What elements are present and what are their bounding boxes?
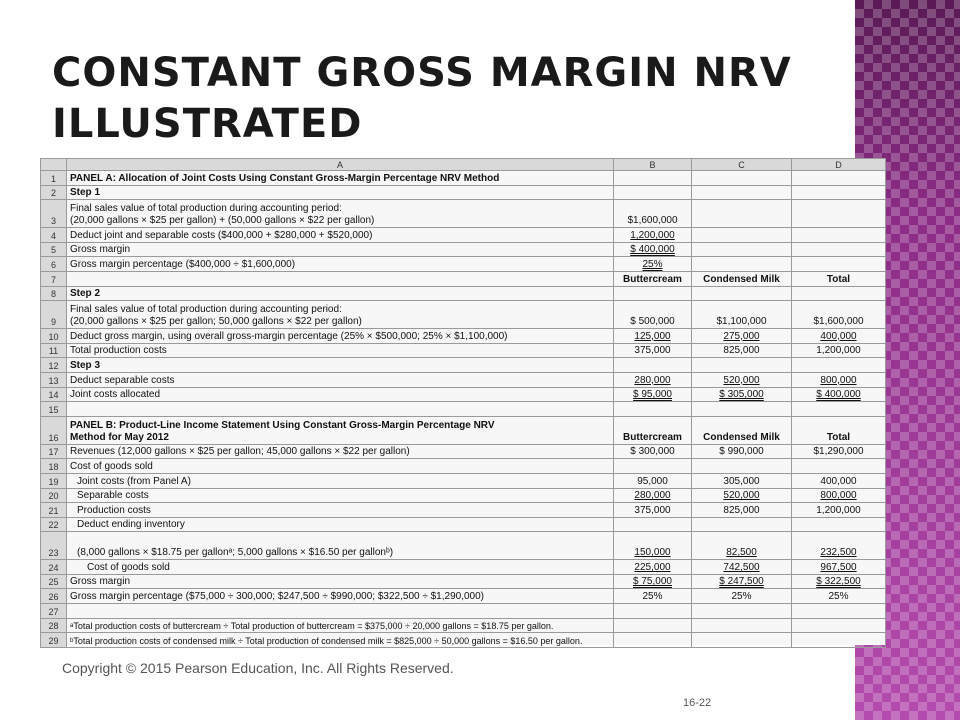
row-label: Gross margin [67,574,614,589]
value-cell-b [614,185,692,200]
table-row [41,257,886,272]
row-number: 27 [41,604,67,619]
cell-value: 1,200,000 [630,229,675,241]
cell-value: 520,000 [723,374,760,386]
row-number: 12 [41,358,67,373]
row-number: 1 [41,171,67,186]
column-header-row [41,159,886,171]
row-label-line: PANEL B: Product-Line Income Statement Using Constant Gross-Margin Percentage NRV [70,419,495,431]
cell-value: Condensed Milk [703,431,780,443]
row-number: 5 [41,242,67,257]
value-cell-c [692,200,792,228]
value-cell-d [792,532,886,560]
row-label: Step 3 [67,358,614,373]
row-number: 8 [41,286,67,301]
cell-value: 305,000 [723,475,760,487]
value-cell-c [692,517,792,532]
cell-value: 150,000 [634,547,671,559]
row-label: Production costs [67,503,614,518]
cell-value: 232,500 [820,547,857,559]
row-number: 28 [41,618,67,633]
table-row [41,343,886,358]
table-row [41,488,886,503]
cell-value: 825,000 [723,504,760,516]
value-cell-d [792,301,886,329]
row-label: Gross margin percentage ($400,000 ÷ $1,600,000) [67,257,614,272]
value-cell-c [692,503,792,518]
corner-cell [41,159,67,171]
row-number: 7 [41,271,67,286]
row-label-line: (8,000 gallons × $18.75 per gallonᵃ; 5,000 gallons × $16.50 per gallonᵇ) [77,547,394,559]
row-label-line: (20,000 gallons × $25 per gallon; 50,000 gallons × $22 per gallon) [70,316,362,328]
value-cell-c [692,459,792,474]
value-cell-d [792,228,886,243]
table-row [41,416,886,444]
cell-value: 95,000 [637,475,668,487]
value-cell-d [792,604,886,619]
value-cell-c [692,574,792,589]
cell-value: $ 500,000 [630,316,675,328]
value-cell-c [692,402,792,417]
value-cell-d [792,271,886,286]
value-cell-d [792,372,886,387]
table-row [41,618,886,633]
row-number: 19 [41,473,67,488]
value-cell-b [614,271,692,286]
row-label [67,532,614,560]
row-number: 2 [41,185,67,200]
value-cell-c [692,358,792,373]
row-label-line: (20,000 gallons × $25 per gallon) + (50,000 gallons × $22 per gallon) [70,215,375,227]
row-label: Gross margin [67,242,614,257]
cell-value: $1,290,000 [813,446,864,458]
value-cell-d [792,517,886,532]
table-row [41,200,886,228]
row-number: 13 [41,372,67,387]
page-number: 16-22 [683,697,712,709]
row-label: Joint costs allocated [67,387,614,402]
table-row [41,574,886,589]
value-cell-d [792,503,886,518]
value-cell-b [614,228,692,243]
row-label: Revenues (12,000 gallons × $25 per gallon; 45,000 gallons × $22 per gallon) [67,444,614,459]
slide-title: CONSTANT GROSS MARGIN NRV ILLUSTRATED [52,50,792,147]
table-row [41,271,886,286]
value-cell-d [792,387,886,402]
cell-value: 400,000 [820,475,857,487]
cell-value: $ 75,000 [633,576,672,588]
row-label-line: Method for May 2012 [70,431,169,443]
row-label: Deduct joint and separable costs ($400,000 + $280,000 + $520,000) [67,228,614,243]
value-cell-d [792,633,886,648]
table-row [41,171,886,186]
value-cell-c [692,242,792,257]
row-label: Step 1 [67,185,614,200]
row-number: 18 [41,459,67,474]
row-number: 20 [41,488,67,503]
value-cell-c [692,185,792,200]
value-cell-b [614,589,692,604]
value-cell-c [692,633,792,648]
table-row [41,358,886,373]
value-cell-c [692,416,792,444]
value-cell-b [614,574,692,589]
value-cell-c [692,329,792,344]
cell-value: $1,600,000 [627,215,678,227]
row-label: Gross margin percentage ($75,000 ÷ 300,000; $247,500 ÷ $990,000; $322,500 ÷ $1,290,000) [67,589,614,604]
value-cell-b [614,618,692,633]
value-cell-c [692,473,792,488]
cell-value: 25% [642,591,663,603]
cell-value: $ 990,000 [719,446,764,458]
table-row [41,517,886,532]
table-row [41,459,886,474]
column-header: C [692,159,792,171]
value-cell-b [614,604,692,619]
value-cell-b [614,517,692,532]
row-number: 21 [41,503,67,518]
value-cell-b [614,171,692,186]
value-cell-b [614,242,692,257]
row-label: Deduct separable costs [67,372,614,387]
cell-value: 967,500 [820,561,857,573]
row-label [67,271,614,286]
row-number: 15 [41,402,67,417]
cell-value: $ 300,000 [630,446,675,458]
cell-value: 400,000 [820,330,857,342]
row-number: 11 [41,343,67,358]
cell-value: $ 322,500 [816,576,861,588]
cell-value: $ 247,500 [719,576,764,588]
row-label: PANEL A: Allocation of Joint Costs Using Constant Gross-Margin Percentage NRV Method [67,171,614,186]
table-row [41,503,886,518]
cell-value: 275,000 [723,330,760,342]
cell-value: Total [826,431,851,443]
column-header: B [614,159,692,171]
row-label: Separable costs [67,488,614,503]
table-row [41,242,886,257]
value-cell-d [792,242,886,257]
spreadsheet-image [40,158,885,645]
row-number: 22 [41,517,67,532]
column-header: A [67,159,614,171]
cell-value: 375,000 [634,345,671,357]
value-cell-b [614,286,692,301]
row-number: 10 [41,329,67,344]
cell-value: 125,000 [634,330,671,342]
value-cell-c [692,604,792,619]
value-cell-b [614,633,692,648]
row-number: 26 [41,589,67,604]
row-label: Cost of goods sold [67,459,614,474]
value-cell-b [614,402,692,417]
table-row [41,286,886,301]
value-cell-b [614,488,692,503]
value-cell-c [692,171,792,186]
value-cell-c [692,444,792,459]
cell-value: Condensed Milk [703,273,780,285]
table-row [41,185,886,200]
value-cell-b [614,387,692,402]
value-cell-d [792,459,886,474]
value-cell-b [614,200,692,228]
row-label [67,301,614,329]
value-cell-d [792,257,886,272]
value-cell-b [614,459,692,474]
row-number: 29 [41,633,67,648]
row-number: 25 [41,574,67,589]
row-label: Deduct gross margin, using overall gross-margin percentage (25% × $500,000; 25% × $1,100,000) [67,329,614,344]
row-label [67,200,614,228]
row-label [67,604,614,619]
cell-value: 520,000 [723,490,760,502]
cell-value: 825,000 [723,345,760,357]
value-cell-d [792,618,886,633]
table-row [41,228,886,243]
cell-value: $1,600,000 [813,316,864,328]
row-label: Joint costs (from Panel A) [67,473,614,488]
value-cell-c [692,257,792,272]
table-row [41,473,886,488]
column-header: D [792,159,886,171]
row-label: ᵇTotal production costs of condensed milk ÷ Total production of condensed milk = $825,000 ÷ 50,000 gallons = $16.50 per gallon. [67,633,614,648]
table-row [41,444,886,459]
value-cell-d [792,473,886,488]
value-cell-c [692,560,792,575]
value-cell-d [792,329,886,344]
value-cell-c [692,271,792,286]
value-cell-d [792,171,886,186]
table-row [41,560,886,575]
row-number: 4 [41,228,67,243]
cell-value: $1,100,000 [716,316,767,328]
cell-value: 1,200,000 [816,504,861,516]
value-cell-d [792,589,886,604]
table-row [41,604,886,619]
cell-value: $ 400,000 [816,389,861,401]
copyright-notice: Copyright © 2015 Pearson Education, Inc. All Rights Reserved. [62,660,454,676]
value-cell-d [792,200,886,228]
row-label: Step 2 [67,286,614,301]
value-cell-b [614,503,692,518]
table-row [41,402,886,417]
value-cell-b [614,372,692,387]
row-label: Deduct ending inventory [67,517,614,532]
value-cell-b [614,560,692,575]
cell-value: 375,000 [634,504,671,516]
row-label-line: Final sales value of total production during accounting period: [70,304,342,316]
row-label [67,416,614,444]
row-number: 24 [41,560,67,575]
value-cell-b [614,257,692,272]
value-cell-b [614,343,692,358]
value-cell-b [614,301,692,329]
value-cell-d [792,402,886,417]
value-cell-b [614,329,692,344]
cell-value: $ 305,000 [719,389,764,401]
row-number: 17 [41,444,67,459]
value-cell-c [692,618,792,633]
cell-value: 225,000 [634,561,671,573]
value-cell-b [614,532,692,560]
row-number: 16 [41,416,67,444]
row-label: Cost of goods sold [67,560,614,575]
value-cell-b [614,358,692,373]
cell-value: 280,000 [634,490,671,502]
cell-value: 280,000 [634,374,671,386]
value-cell-d [792,574,886,589]
cell-value: Buttercream [623,273,682,285]
row-number: 6 [41,257,67,272]
table-row [41,372,886,387]
row-label [67,402,614,417]
value-cell-d [792,416,886,444]
cell-value: 25% [828,591,849,603]
value-cell-c [692,532,792,560]
value-cell-b [614,473,692,488]
cell-value: 25% [731,591,752,603]
value-cell-d [792,185,886,200]
value-cell-d [792,343,886,358]
value-cell-b [614,416,692,444]
table-row [41,589,886,604]
value-cell-d [792,444,886,459]
value-cell-c [692,286,792,301]
cell-value: 1,200,000 [816,345,861,357]
row-label: Total production costs [67,343,614,358]
table-row [41,532,886,560]
table-row [41,633,886,648]
row-number: 3 [41,200,67,228]
cell-value: 800,000 [820,490,857,502]
cell-value: 25% [642,258,663,270]
value-cell-c [692,228,792,243]
value-cell-b [614,444,692,459]
value-cell-c [692,343,792,358]
value-cell-c [692,589,792,604]
value-cell-d [792,286,886,301]
cell-value: 742,500 [723,561,760,573]
cell-value: Buttercream [623,431,682,443]
cell-value: $ 95,000 [633,389,672,401]
row-label: ᵃTotal production costs of buttercream ÷ Total production of buttercream = $375,000 ÷ 20,000 gallons = $18.75 per gallon. [67,618,614,633]
row-number: 14 [41,387,67,402]
value-cell-c [692,488,792,503]
value-cell-c [692,387,792,402]
cell-value: Total [826,273,851,285]
row-number: 23 [41,532,67,560]
value-cell-c [692,301,792,329]
row-label-line: Final sales value of total production during accounting period: [70,203,342,215]
table-row [41,387,886,402]
table-row [41,329,886,344]
cell-value: $ 400,000 [630,244,675,256]
table-row [41,301,886,329]
cell-value: 800,000 [820,374,857,386]
value-cell-d [792,488,886,503]
value-cell-d [792,358,886,373]
cell-value: 82,500 [726,547,757,559]
row-number: 9 [41,301,67,329]
value-cell-d [792,560,886,575]
value-cell-c [692,372,792,387]
